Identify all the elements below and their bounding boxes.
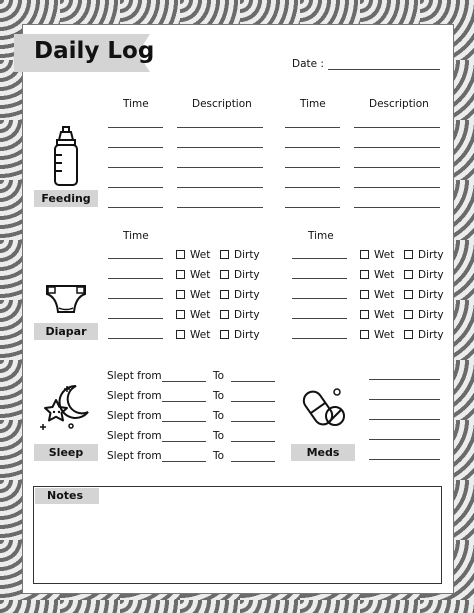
notes-label: Notes <box>35 488 99 504</box>
feeding-time-field[interactable] <box>285 127 340 128</box>
wet-checkbox[interactable] <box>360 270 369 279</box>
slept-to-field[interactable] <box>231 421 275 422</box>
slept-to-field[interactable] <box>231 401 275 402</box>
moon-star-icon <box>38 380 96 436</box>
diaper-time-field[interactable] <box>292 278 347 279</box>
slept-from-field[interactable] <box>162 461 206 462</box>
diaper-time-header-left: Time <box>123 230 149 242</box>
page-title: Daily Log <box>34 38 155 64</box>
feeding-time-field[interactable] <box>108 147 163 148</box>
feeding-time-field[interactable] <box>108 207 163 208</box>
diaper-time-field[interactable] <box>108 338 163 339</box>
diaper-time-field[interactable] <box>108 278 163 279</box>
slept-from-field[interactable] <box>162 441 206 442</box>
dirty-checkbox[interactable] <box>404 270 413 279</box>
feeding-description-header-right: Description <box>369 98 429 110</box>
wet-label: Wet <box>190 249 211 261</box>
notes-box[interactable] <box>33 486 442 584</box>
wet-checkbox[interactable] <box>176 330 185 339</box>
feeding-time-field[interactable] <box>108 127 163 128</box>
feeding-description-field[interactable] <box>177 167 263 168</box>
meds-field[interactable] <box>369 379 440 380</box>
meds-label: Meds <box>291 444 355 461</box>
feeding-time-field[interactable] <box>285 207 340 208</box>
diaper-time-field[interactable] <box>292 258 347 259</box>
dirty-label: Dirty <box>418 269 444 281</box>
sleep-label: Sleep <box>34 444 98 461</box>
wet-label: Wet <box>190 289 211 301</box>
slept-from-field[interactable] <box>162 381 206 382</box>
slept-from-label: Slept from <box>107 390 162 402</box>
slept-from-label: Slept from <box>107 450 162 462</box>
to-label: To <box>213 390 225 402</box>
wet-checkbox[interactable] <box>176 290 185 299</box>
slept-to-field[interactable] <box>231 381 275 382</box>
dirty-label: Dirty <box>234 249 260 261</box>
dirty-checkbox[interactable] <box>220 250 229 259</box>
feeding-time-field[interactable] <box>108 187 163 188</box>
feeding-description-field[interactable] <box>177 127 263 128</box>
feeding-description-field[interactable] <box>177 147 263 148</box>
dirty-checkbox[interactable] <box>220 270 229 279</box>
slept-from-field[interactable] <box>162 401 206 402</box>
wet-label: Wet <box>190 309 211 321</box>
diaper-label: Diapar <box>34 323 98 340</box>
feeding-time-field[interactable] <box>285 187 340 188</box>
dirty-checkbox[interactable] <box>220 290 229 299</box>
feeding-time-header-left: Time <box>123 98 149 110</box>
wet-label: Wet <box>190 329 211 341</box>
feeding-description-field[interactable] <box>354 127 440 128</box>
dirty-checkbox[interactable] <box>404 250 413 259</box>
dirty-label: Dirty <box>418 249 444 261</box>
dirty-label: Dirty <box>234 269 260 281</box>
feeding-description-field[interactable] <box>177 207 263 208</box>
meds-field[interactable] <box>369 399 440 400</box>
slept-to-field[interactable] <box>231 461 275 462</box>
wet-label: Wet <box>190 269 211 281</box>
wet-checkbox[interactable] <box>360 250 369 259</box>
diaper-time-header-right: Time <box>308 230 334 242</box>
feeding-label: Feeding <box>34 190 98 207</box>
to-label: To <box>213 370 225 382</box>
wet-checkbox[interactable] <box>360 310 369 319</box>
wet-checkbox[interactable] <box>176 310 185 319</box>
diaper-time-field[interactable] <box>108 318 163 319</box>
dirty-label: Dirty <box>418 289 444 301</box>
wet-label: Wet <box>374 249 395 261</box>
diaper-time-field[interactable] <box>292 298 347 299</box>
dirty-label: Dirty <box>418 309 444 321</box>
feeding-description-field[interactable] <box>354 207 440 208</box>
feeding-time-field[interactable] <box>285 147 340 148</box>
wet-label: Wet <box>374 289 395 301</box>
wet-checkbox[interactable] <box>176 270 185 279</box>
feeding-description-field[interactable] <box>354 147 440 148</box>
diaper-time-field[interactable] <box>108 298 163 299</box>
slept-from-label: Slept from <box>107 410 162 422</box>
slept-from-label: Slept from <box>107 430 162 442</box>
pills-icon <box>300 384 350 434</box>
slept-to-field[interactable] <box>231 441 275 442</box>
dirty-label: Dirty <box>234 309 260 321</box>
diaper-time-field[interactable] <box>292 318 347 319</box>
diaper-icon <box>45 283 87 315</box>
dirty-checkbox[interactable] <box>220 310 229 319</box>
wet-label: Wet <box>374 309 395 321</box>
to-label: To <box>213 450 225 462</box>
meds-field[interactable] <box>369 439 440 440</box>
wet-label: Wet <box>374 269 395 281</box>
dirty-label: Dirty <box>234 329 260 341</box>
feeding-time-field[interactable] <box>285 167 340 168</box>
slept-from-field[interactable] <box>162 421 206 422</box>
diaper-time-field[interactable] <box>292 338 347 339</box>
meds-field[interactable] <box>369 459 440 460</box>
meds-field[interactable] <box>369 419 440 420</box>
date-field[interactable] <box>328 69 440 70</box>
dirty-checkbox[interactable] <box>404 330 413 339</box>
dirty-label: Dirty <box>234 289 260 301</box>
dirty-checkbox[interactable] <box>404 310 413 319</box>
slept-from-label: Slept from <box>107 370 162 382</box>
dirty-label: Dirty <box>418 329 444 341</box>
dirty-checkbox[interactable] <box>220 330 229 339</box>
dirty-checkbox[interactable] <box>404 290 413 299</box>
feeding-description-header-left: Description <box>192 98 252 110</box>
to-label: To <box>213 410 225 422</box>
feeding-time-field[interactable] <box>108 167 163 168</box>
feeding-description-field[interactable] <box>177 187 263 188</box>
wet-checkbox[interactable] <box>360 290 369 299</box>
wet-checkbox[interactable] <box>360 330 369 339</box>
wet-checkbox[interactable] <box>176 250 185 259</box>
baby-bottle-icon <box>50 125 82 187</box>
feeding-time-header-right: Time <box>300 98 326 110</box>
wet-label: Wet <box>374 329 395 341</box>
feeding-description-field[interactable] <box>354 187 440 188</box>
feeding-description-field[interactable] <box>354 167 440 168</box>
date-label: Date : <box>292 58 324 70</box>
diaper-time-field[interactable] <box>108 258 163 259</box>
to-label: To <box>213 430 225 442</box>
